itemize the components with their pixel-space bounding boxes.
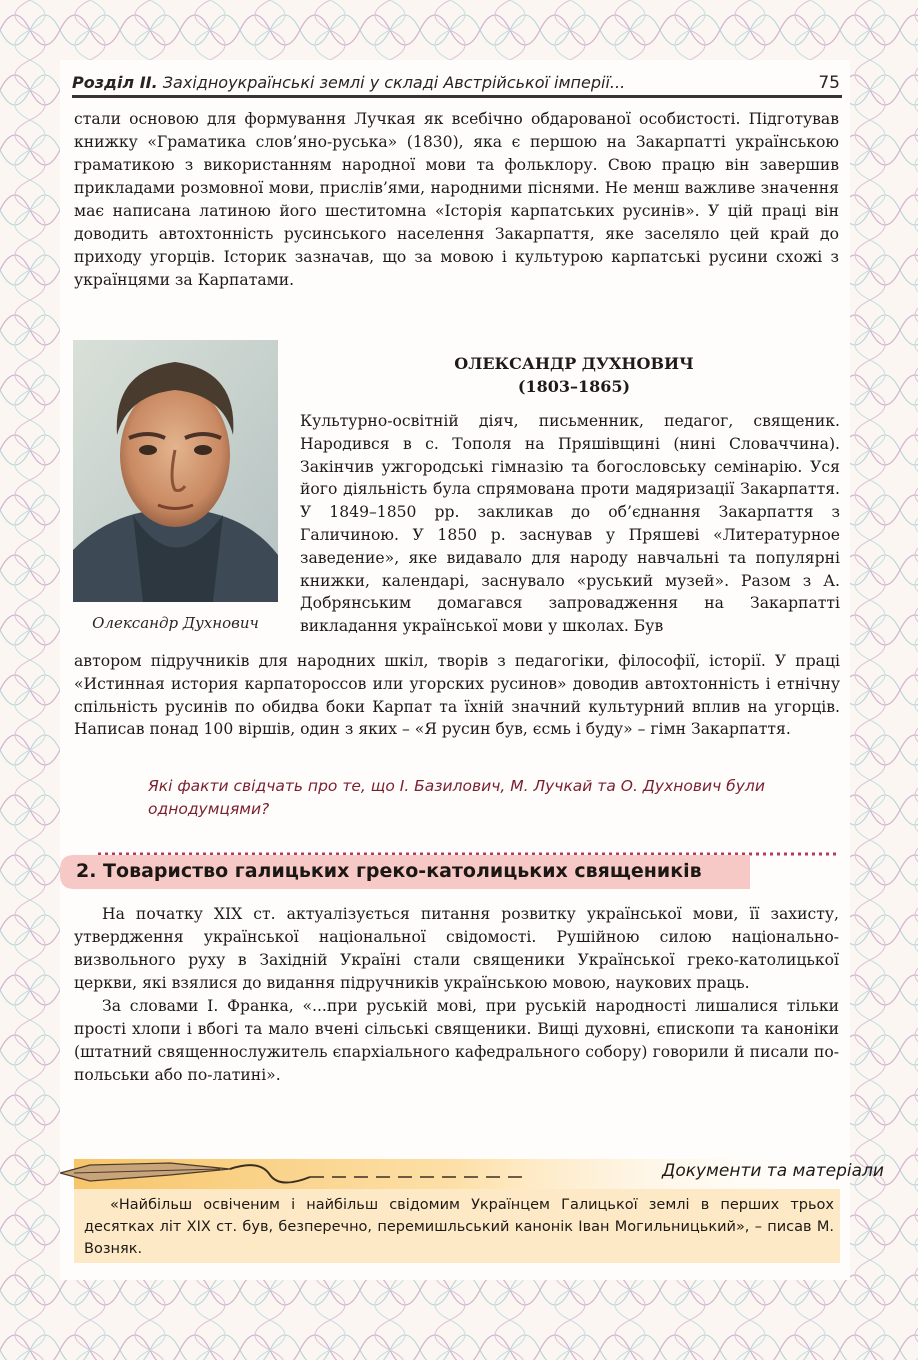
header-rule xyxy=(72,95,842,98)
bio-heading xyxy=(300,352,848,398)
intro-paragraph-text: стали основою для формування Лучкая як всебічно обдарованої особистості. Підготував книжку «Граматика слов’яно-руська» (1830), яка є першою на Закарпатті українською граматикою з використанням народної мови та фольклору. Свою працю він завершив прикладами розмовної мови, прислів’ями, народними піснями. Не менш важливе значення має написана латиною його шеститомна «Історія карпатських русинів». У цій праці він доводить автохтонність русинського населення Закарпаття, яке заселяло цей край до приходу угорців. Історик зазначав, що за мовою і культурою карпатські русини схожі з українцями за Карпатами. xyxy=(74,110,839,289)
bio-text-beside: Культурно-освітній діяч, письменник, педагог, священик. Народився в с. Тополя на Пряшівщині (нині Словаччина). Закінчив ужгородські гімназію та богословську семінарію. Уся його діяльність була спрямована проти мадяризації Закарпаття. У 1849–1850 рр. закликав до об’єднання Закарпаття з Галичиною. У 1850 р. заснував у Пряшеві «Литературное заведение», яке видавало для народу навчальні та популярні книжки, календарі, заснувало «руський музей». Разом з А. Добрянським домагався запровадження на Закарпатті викладання української мови у школах. Був xyxy=(300,412,840,636)
page-number: 75 xyxy=(818,73,840,93)
header-section-prefix: Розділ II. xyxy=(72,73,158,92)
portrait-caption: Олександр Духнович xyxy=(92,614,259,632)
documents-box xyxy=(74,1189,840,1263)
bio-years: (1803–1865) xyxy=(517,377,631,396)
bio-text-full: автором підручників для народних шкіл, творів з педагогіки, філософії, історії. У праці «Истинная история карпатороссов или угорских русинов» доводив автохтонність і етнічну спільність русинів по обидва боки Карпат та їхній значний культурний вплив на угорців. Написав понад 100 віршів, один з яких – «Я русин був, єсмь і буду» – гімн Закарпаття. xyxy=(74,652,840,739)
documents-label: Документи та матеріали xyxy=(662,1161,884,1181)
header-section-title: Західноукраїнські землі у складі Австрійської імперії... xyxy=(162,73,626,92)
running-header xyxy=(72,68,842,98)
intro-paragraph xyxy=(74,108,839,292)
header-title xyxy=(72,73,625,92)
section-paragraph: За словами І. Франка, «...при руській мові, при руській народності лишалися тільки прості хлопи і вбогі та мало вчені сільські священики. Вищі духовні, єпископи та каноніки (штатний священнослужитель єпархіального кафедрального собору) говорили й писали по-польськи або по-латині». xyxy=(74,997,839,1084)
portrait-image xyxy=(73,340,278,602)
documents-quote: «Найбільш освіченим і найбільш свідомим Українцем Галицької землі в перших трьох десятках літ XIX ст. був, безперечно, перемишльський канонік Іван Могильницький», – писав М. Возняк. xyxy=(84,1197,834,1257)
section-body xyxy=(74,903,839,1087)
bio-name: ОЛЕКСАНДР ДУХНОВИЧ xyxy=(454,354,694,373)
section-heading xyxy=(60,855,750,889)
section-title: 2. Товариство галицьких греко-католицьких священиків xyxy=(76,860,702,882)
documents-quote-block xyxy=(84,1194,834,1260)
review-question: Які факти свідчать про те, що І. Базилович, М. Лучкай та О. Духнович були однодумцями? xyxy=(148,777,765,818)
section-paragraph: На початку XIX ст. актуалізується питання розвитку української мови, її захисту, утвердження української національної свідомості. Рушійною силою національно-визвольного руху в Західній Україні стали священики Української греко-католицької церкви, які взялися до видання підручників українською мовою, наукових праць. xyxy=(74,905,839,992)
